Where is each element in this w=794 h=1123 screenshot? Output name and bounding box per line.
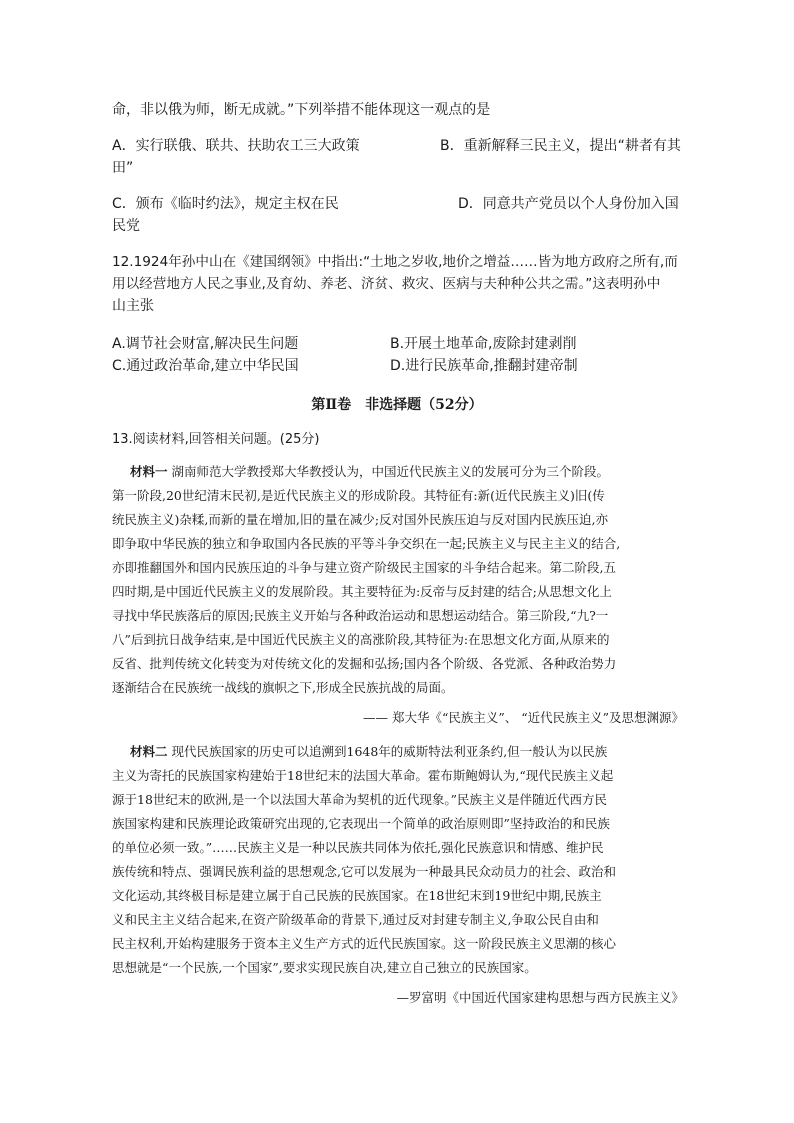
material2-line: 义和民主主义结合起来,在资产阶级革命的背景下,通过反对封建专制主义,争取公民自由和 (112, 912, 599, 927)
material2-line1: 材料二 现代民族国家的历史可以追溯到1648年的威斯特法利亚条约,但一般认为以民族 (130, 744, 608, 759)
material1-line: 寻找中华民族落后的原因;民族主义开始与各种政治运动和思想运动结合。第三阶段,“九?一 (112, 608, 609, 623)
q11-stem-tail: 命，非以俄为师，断无成就。”下列举措不能体现这一观点的是 (112, 102, 491, 118)
material2-label: 材料二 (130, 744, 168, 759)
q12-stem-line1: 12.1924年孙中山在《建国纲领》中指出:“土地之岁收,地价之增益……皆为地方政府之所有,而 (112, 254, 678, 270)
q12-option-c: C.通过政治革命,建立中华民国 (112, 358, 299, 374)
material2-line: 主义为寄托的民族国家构建始于18世纪末的法国大革命。霍布斯鲍姆认为,“现代民族主义起 (112, 768, 614, 783)
material1-line: 第一阶段,20世纪清末民初,是近代民族主义的形成阶段。其特征有:新(近代民族主义)旧(传 (112, 488, 605, 503)
material1-line: 四时期,是中国近代民族主义的发展阶段。其主要特征为:反帝与反封建的结合;从思想文化上 (112, 584, 612, 599)
material1-line: 统民族主义)杂糅,而新的量在增加,旧的量在减少;反对国外民族压迫与反对国内民族压迫,亦 (112, 512, 609, 527)
material2-line: 族传统和特点、强调民族利益的思想观念,它可以发展为一种最具民众动员力的社会、政治和 (112, 864, 616, 879)
q11-option-a: A．实行联俄、联共、扶助农工三大政策 (112, 138, 360, 154)
material2-line: 民主权利,开始构建服务于资本主义生产方式的近代民族国家。这一阶段民族主义思潮的核心 (112, 936, 616, 951)
q12-stem-line2: 用以经营地方人民之事业,及育幼、养老、济贫、救灾、医病与夫种种公共之需。”这表明孙中 (112, 276, 661, 292)
q11-option-d-cont: 民党 (112, 218, 140, 234)
material1-line: 逐渐结合在民族统一战线的旗帜之下,形成全民族抗战的局面。 (112, 680, 454, 695)
material1-source: —— 郑大华《“民族主义”、 “近代民族主义”及思想渊源》 (362, 710, 684, 725)
material2-line: 思想就是“一个民族,一个国家”,要求实现民族自决,建立自己独立的民族国家。 (112, 960, 537, 975)
material2-source: —罗富明《中国近代国家建构思想与西方民族主义》 (396, 990, 684, 1005)
material1-line: 八”后到抗日战争结束,是中国近代民族主义的高涨阶段,其特征为:在思想文化方面,从原来的 (112, 632, 610, 647)
material2-line: 文化运动,其终极目标是建立属于自己民族的民族国家。在18世纪末到19世纪中期,民族主 (112, 888, 602, 903)
material1-line1: 材料一 湖南师范大学教授郑大华教授认为，中国近代民族主义的发展可分为三个阶段。 (130, 464, 609, 479)
section-title: 第Ⅱ卷 非选择题（52分） (311, 397, 483, 413)
material1-line: 即争取中华民族的独立和争取国内各民族的平等斗争交织在一起;民族主义与民主主义的结合, (112, 536, 621, 551)
q11-option-b-cont: 田” (112, 160, 134, 176)
q13-stem: 13.阅读材料,回答相关问题。(25分) (112, 432, 320, 447)
material1-line: 反省、批判传统文化转变为对传统文化的发掘和弘扬;国内各个阶级、各党派、各种政治势力 (112, 656, 617, 671)
q12-option-b: B.开展土地革命,废除封建剥削 (390, 336, 577, 352)
material2-line: 族国家构建和民族理论政策研究出现的,它表现出一个简单的政治原则即”坚持政治的和民族 (112, 816, 610, 831)
q12-option-a: A.调节社会财富,解决民生问题 (112, 336, 299, 352)
q12-stem-line3: 山主张 (112, 298, 154, 314)
material1-label: 材料一 (130, 464, 168, 479)
q11-option-d: D．同意共产党员以个人身份加入国 (458, 196, 679, 212)
material2-line: 的单位必须一致。”……民族主义是一种以民族共同体为依托,强化民族意识和情感、维护民 (112, 840, 604, 855)
material1-line: 亦即推翻国外和国内民族压迫的斗争与建立资产阶级民主国家的斗争结合起来。第二阶段,五 (112, 560, 616, 575)
q11-option-b: B．重新解释三民主义，提出“耕者有其 (440, 138, 681, 154)
q12-option-d: D.进行民族革命,推翻封建帝制 (390, 358, 578, 374)
material2-line: 源于18世纪末的欧洲,是一个以法国大革命为契机的近代现象。”民族主义是伴随近代西方民 (112, 792, 608, 807)
q11-option-c: C．颁布《临时约法》，规定主权在民 (112, 196, 339, 212)
